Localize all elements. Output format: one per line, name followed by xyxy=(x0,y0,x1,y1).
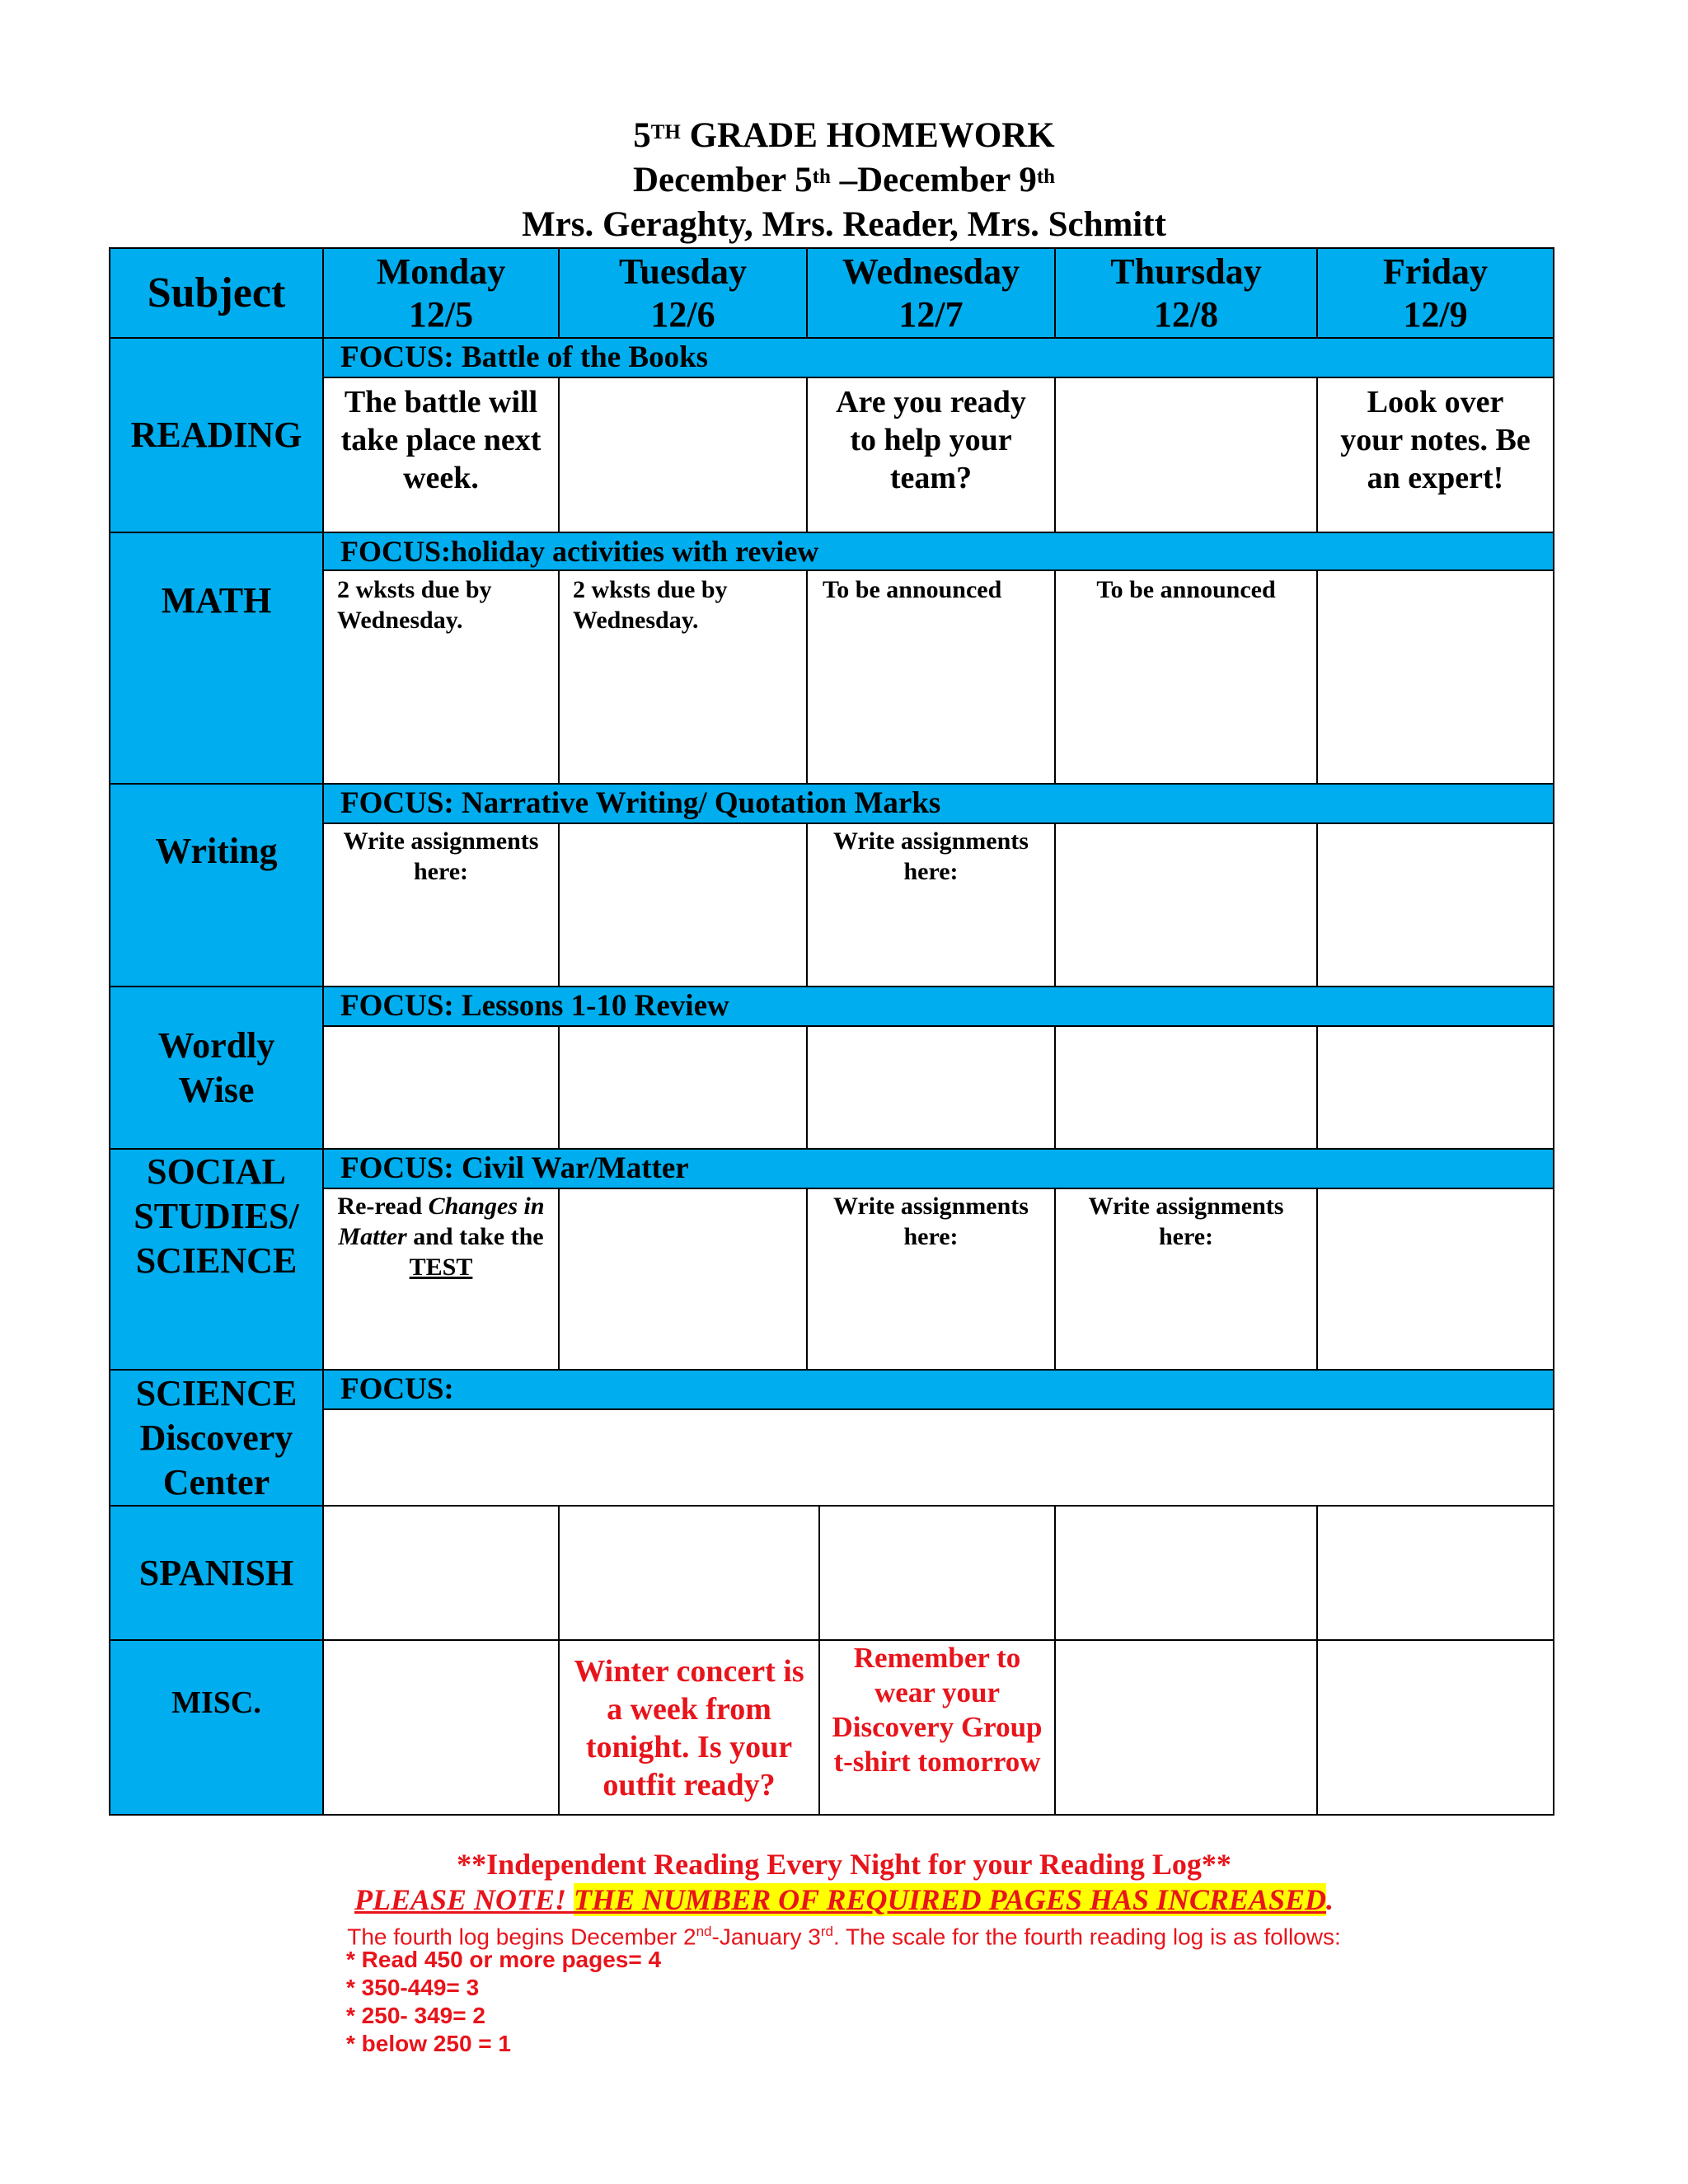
wordly-friday xyxy=(1316,1025,1554,1150)
math-monday: 2 wksts due by Wednesday. xyxy=(322,569,560,785)
scale-item: * 350-449= 3 xyxy=(346,1975,480,2000)
misc-thursday xyxy=(1054,1639,1318,1816)
reading-log-reminder: **Independent Reading Every Night for your Reading Log** xyxy=(457,1848,1231,1881)
subject-header: Subject xyxy=(109,247,324,339)
social-friday xyxy=(1316,1188,1554,1371)
friday-header: Friday 12/9 xyxy=(1316,247,1554,339)
reading-tuesday xyxy=(558,377,808,533)
teacher-names: Mrs. Geraghty, Mrs. Reader, Mrs. Schmitt xyxy=(522,205,1166,244)
discovery-center-subject: SCIENCE Discovery Center xyxy=(109,1369,324,1507)
writing-wednesday: Write assignments here: xyxy=(806,823,1056,987)
monday-header: Monday 12/5 xyxy=(322,247,560,339)
wordly-thursday xyxy=(1054,1025,1318,1150)
spanish-subject: SPANISH xyxy=(109,1505,324,1641)
scale-item: * 250- 349= 2 xyxy=(346,2003,485,2028)
discovery-focus: FOCUS: xyxy=(322,1369,1554,1410)
reading-monday: The battle will take place next week. xyxy=(322,377,560,533)
writing-thursday xyxy=(1054,823,1318,987)
math-thursday: To be announced xyxy=(1054,569,1318,785)
spanish-thursday xyxy=(1054,1505,1318,1641)
required-pages-notice: PLEASE NOTE! THE NUMBER OF REQUIRED PAGES HAS INCREASED. xyxy=(354,1883,1334,1916)
tuesday-header: Tuesday 12/6 xyxy=(558,247,808,339)
writing-focus: FOCUS: Narrative Writing/ Quotation Marks xyxy=(322,783,1554,824)
social-studies-focus: FOCUS: Civil War/Matter xyxy=(322,1148,1554,1189)
wordly-wise-focus: FOCUS: Lessons 1-10 Review xyxy=(322,986,1554,1027)
spanish-monday xyxy=(322,1505,560,1641)
writing-monday: Write assignments here: xyxy=(322,823,560,987)
log-dates-line: The fourth log begins December 2nd-January 3rd. The scale for the fourth reading log is as follows: xyxy=(347,1924,1341,1950)
writing-tuesday xyxy=(558,823,808,987)
misc-monday xyxy=(322,1639,560,1816)
social-monday: Re-read Changes in Matter and take the TEST xyxy=(322,1188,560,1371)
date-range: December 5th –December 9th xyxy=(632,161,1056,199)
reading-thursday xyxy=(1054,377,1318,533)
spanish-tuesday xyxy=(558,1505,820,1641)
writing-friday xyxy=(1316,823,1554,987)
social-wednesday: Write assignments here: xyxy=(806,1188,1056,1371)
math-subject: MATH xyxy=(109,532,324,785)
spanish-friday xyxy=(1316,1505,1554,1641)
writing-subject: Writing xyxy=(109,783,324,987)
social-thursday: Write assignments here: xyxy=(1054,1188,1318,1371)
reading-scale-list xyxy=(346,1946,661,2058)
wordly-monday xyxy=(322,1025,560,1150)
wordly-tuesday xyxy=(558,1025,808,1150)
discovery-content xyxy=(322,1408,1554,1507)
reading-friday: Look over your notes. Be an expert! xyxy=(1316,377,1554,533)
misc-wednesday: Remember to wear your Discovery Group t-shirt tomorrow xyxy=(818,1639,1056,1816)
social-studies-subject: SOCIAL STUDIES/ SCIENCE xyxy=(109,1148,324,1371)
thursday-header: Thursday 12/8 xyxy=(1054,247,1318,339)
math-tuesday: 2 wksts due by Wednesday. xyxy=(558,569,808,785)
wordly-wise-subject: Wordly Wise xyxy=(109,986,324,1150)
reading-focus: FOCUS: Battle of the Books xyxy=(322,337,1554,378)
reading-wednesday: Are you ready to help your team? xyxy=(806,377,1056,533)
scale-item: * below 250 = 1 xyxy=(346,2031,511,2056)
wordly-wednesday xyxy=(806,1025,1056,1150)
social-tuesday xyxy=(558,1188,808,1371)
misc-subject: MISC. xyxy=(109,1639,324,1816)
math-wednesday: To be announced xyxy=(806,569,1056,785)
reading-subject: READING xyxy=(109,337,324,533)
page-title: 5TH GRADE HOMEWORK xyxy=(633,116,1055,155)
math-friday xyxy=(1316,569,1554,785)
misc-friday xyxy=(1316,1639,1554,1816)
scale-item: * Read 450 or more pages= 4 xyxy=(346,1947,662,1972)
math-focus: FOCUS:holiday activities with review xyxy=(322,532,1554,571)
spanish-wednesday xyxy=(818,1505,1056,1641)
wednesday-header: Wednesday 12/7 xyxy=(806,247,1056,339)
misc-tuesday: Winter concert is a week from tonight. Is your outfit ready? xyxy=(558,1639,820,1816)
